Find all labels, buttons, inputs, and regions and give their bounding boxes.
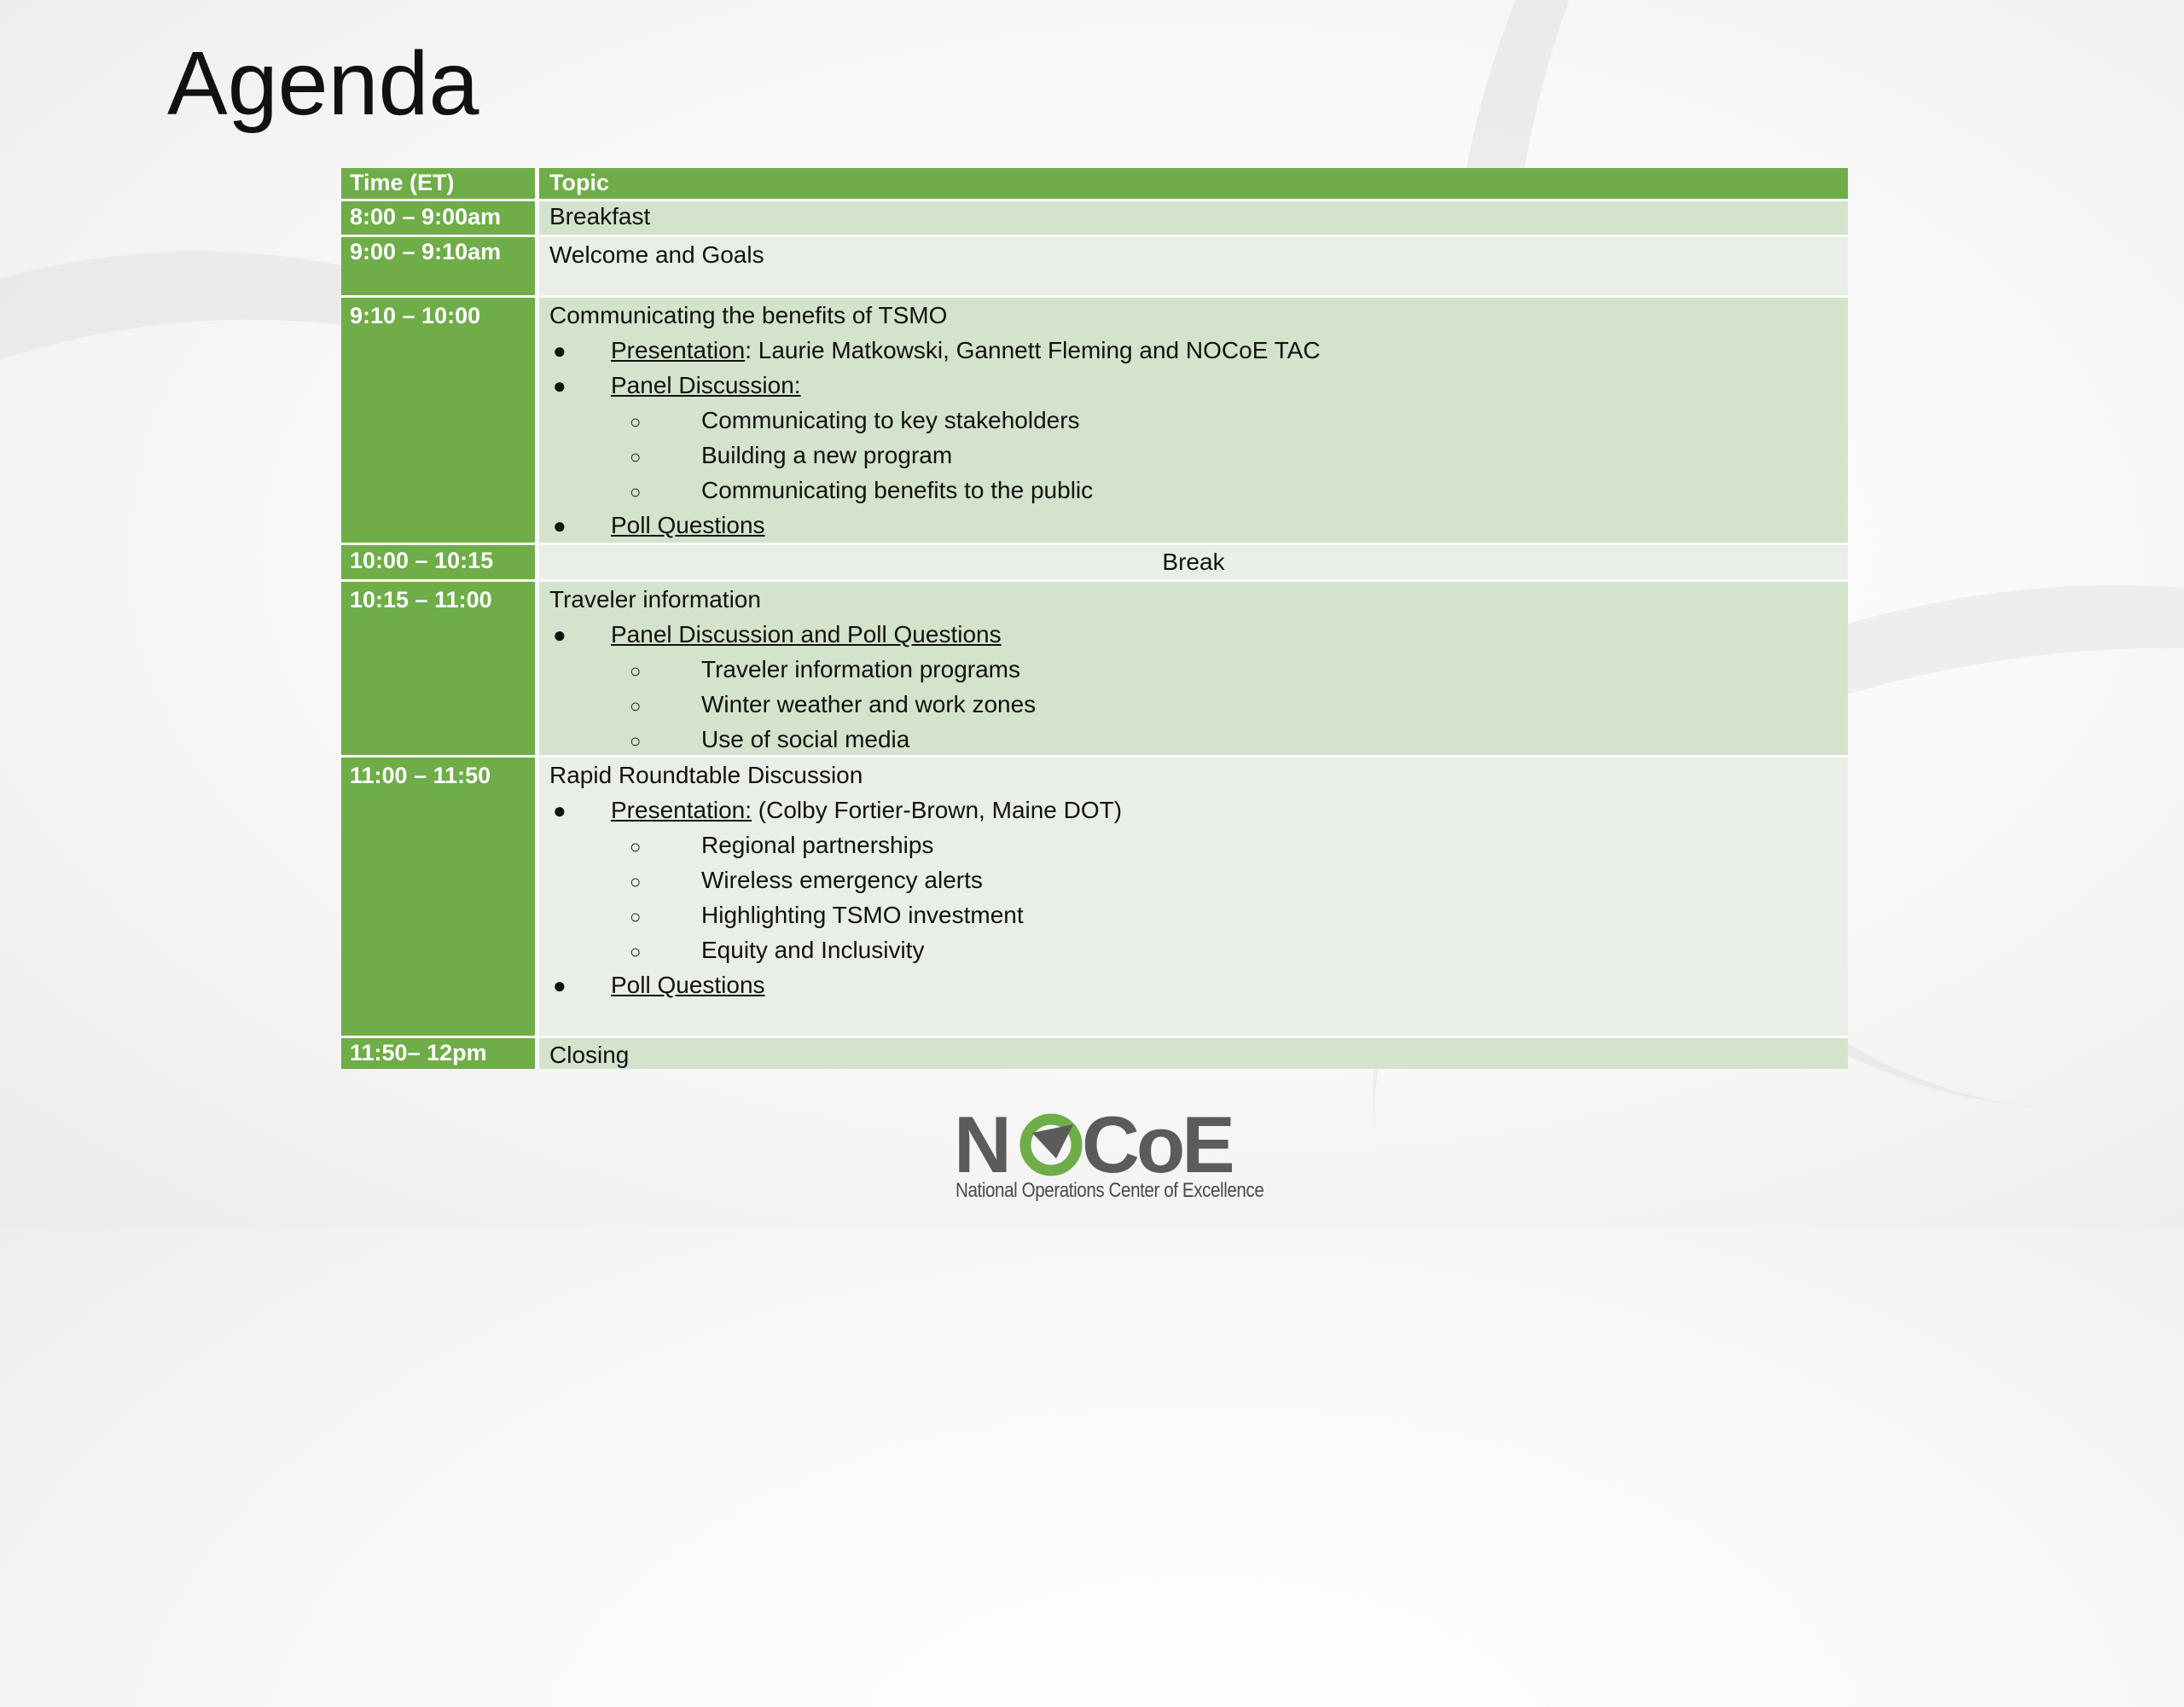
sub-list-item: ○ Winter weather and work zones — [630, 691, 1037, 717]
svg-text:CoE: CoE — [1082, 1102, 1232, 1181]
list-item: ● Poll Questions — [553, 972, 765, 998]
row-time: 8:00 – 9:00am — [341, 201, 539, 235]
svg-text:N: N — [954, 1102, 1009, 1181]
header-topic: Topic — [539, 168, 1848, 199]
row-time: 10:00 – 10:15 — [341, 545, 539, 579]
list-item: ● Poll Questions — [553, 512, 765, 538]
sub-list-item: ○ Use of social media — [630, 726, 910, 752]
sub-list-item: ○ Wireless emergency alerts — [630, 867, 983, 893]
table-row — [341, 201, 1848, 237]
sub-list-item: ○ Regional partnerships — [630, 832, 934, 858]
table-row — [341, 582, 1848, 758]
table-row — [341, 298, 1848, 545]
sub-list-item: ○ Highlighting TSMO investment — [630, 902, 1024, 928]
row-time: 11:00 – 11:50 — [341, 758, 539, 1036]
row-topic: Welcome and Goals — [539, 237, 1848, 295]
nocoe-logo-mark — [954, 1102, 1232, 1181]
row-time: 9:10 – 10:00 — [341, 298, 539, 543]
nocoe-logo — [954, 1102, 1264, 1202]
row-topic: Communicating the benefits of TSMO ● Presentation: Laurie Matkowski, Gannett Fleming and NOCoE TAC ● Panel Discussion: ○ Communicating to key stakeholders ○ Building a new program ○ Communicating benefits to the public ● Poll Questions — [539, 298, 1848, 543]
agenda-table — [341, 168, 1848, 1069]
sub-list-item: ○ Communicating to key stakeholders — [630, 407, 1080, 433]
table-row — [341, 237, 1848, 298]
row-time: 10:15 – 11:00 — [341, 582, 539, 755]
header-time: Time (ET) — [341, 168, 539, 199]
list-item: ● Panel Discussion and Poll Questions — [553, 621, 1002, 647]
table-row — [341, 758, 1848, 1038]
row-time: 9:00 – 9:10am — [341, 237, 539, 295]
row-topic: Traveler information ● Panel Discussion and Poll Questions ○ Traveler information programs ○ Winter weather and work zones ○ Use of social media — [539, 582, 1848, 755]
sub-list-item: ○ Traveler information programs — [630, 656, 1020, 682]
table-header-row — [341, 168, 1848, 201]
logo-subtitle: National Operations Center of Excellence — [956, 1179, 1264, 1202]
row-topic: Rapid Roundtable Discussion ● Presentation: (Colby Fortier-Brown, Maine DOT) ○ Regional partnerships ○ Wireless emergency alerts ○ Highlighting TSMO investment ○ Equity and Inclusivity ● Poll Questions — [539, 758, 1848, 1036]
list-item: ● Presentation: Laurie Matkowski, Gannett Fleming and NOCoE TAC — [553, 337, 1321, 363]
row-topic: Closing — [539, 1038, 1848, 1069]
sub-list-item: ○ Building a new program — [630, 442, 953, 468]
row-topic: Break — [539, 545, 1848, 579]
sub-list-item: ○ Communicating benefits to the public — [630, 477, 1094, 503]
table-row — [341, 1038, 1848, 1069]
sub-list-item: ○ Equity and Inclusivity — [630, 937, 925, 963]
list-item: ● Presentation: (Colby Fortier-Brown, Maine DOT) — [553, 797, 1123, 823]
slide-title: Agenda — [167, 33, 479, 134]
row-topic: Breakfast — [539, 201, 1848, 235]
list-item: ● Panel Discussion: — [553, 372, 801, 398]
table-row — [341, 545, 1848, 582]
row-time: 11:50– 12pm — [341, 1038, 539, 1069]
